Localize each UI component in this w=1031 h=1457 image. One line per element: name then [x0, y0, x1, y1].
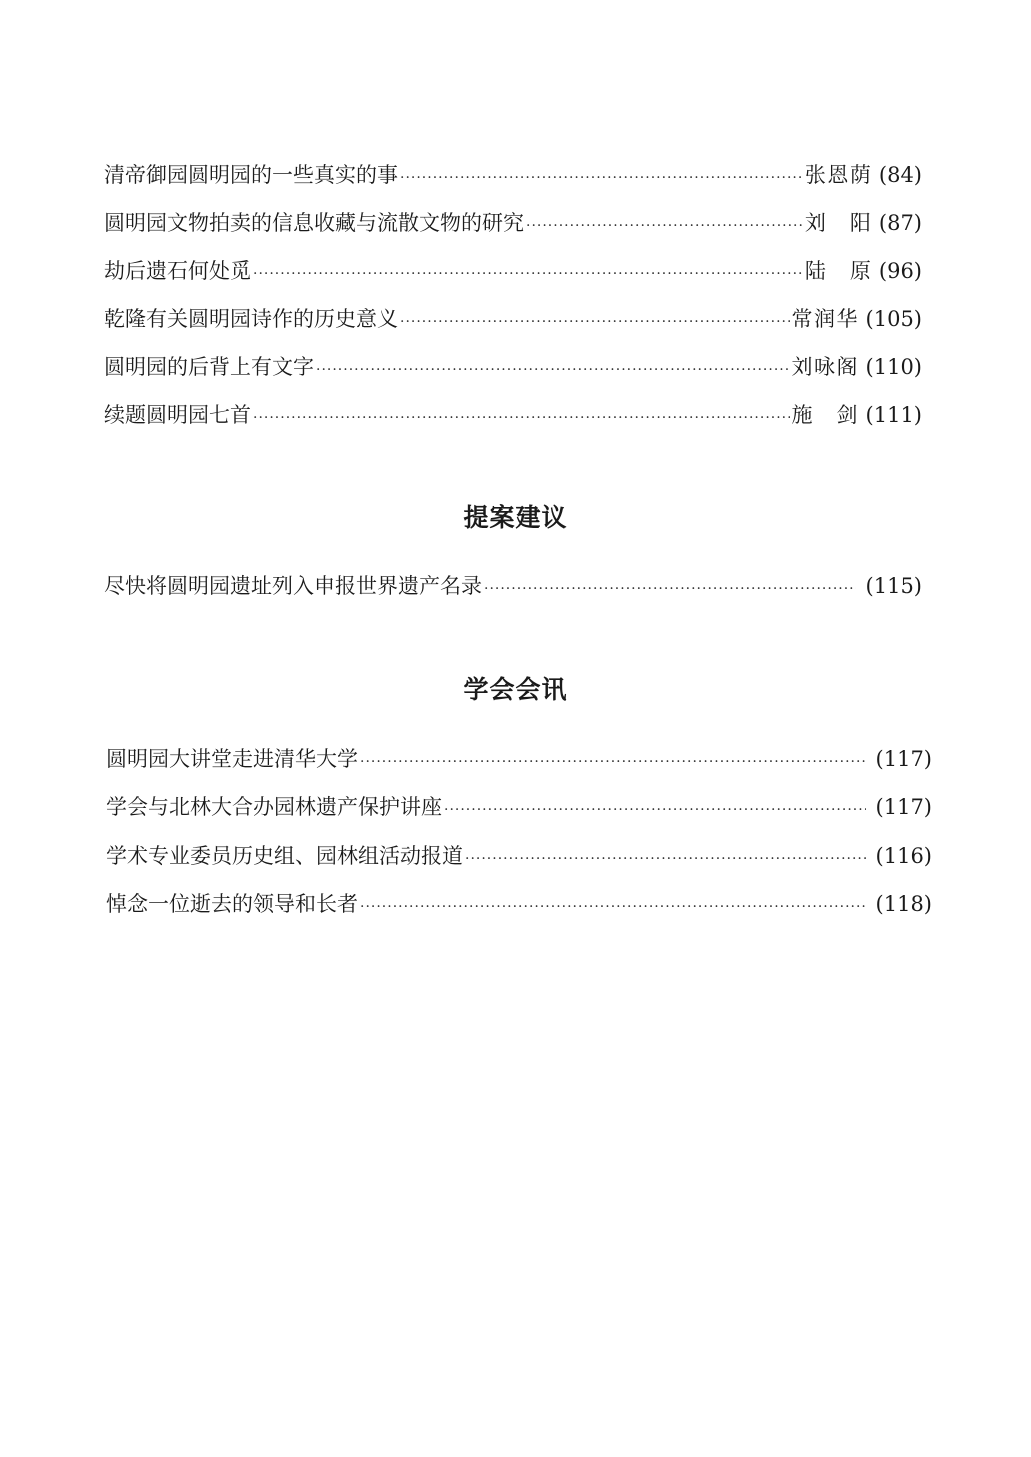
toc-entry-title: 乾隆有关圆明园诗作的历史意义	[104, 307, 398, 331]
toc-entry-title: 学术专业委员历史组、园林组活动报道	[106, 844, 463, 868]
toc-leader	[484, 575, 856, 603]
toc-entry-title: 续题圆明园七首	[104, 403, 251, 427]
toc-entry-page: (111)	[865, 403, 922, 427]
toc-entry[interactable]	[104, 161, 922, 192]
toc-leader	[526, 212, 803, 240]
toc-entry-author: 施 剑	[791, 403, 858, 427]
toc-entry-title: 学会与北林大合办园林遗产保护讲座	[106, 795, 442, 819]
toc-entry[interactable]	[104, 572, 922, 603]
toc-entry[interactable]	[106, 890, 932, 921]
toc-entry[interactable]	[104, 257, 922, 288]
toc-entry-title: 圆明园大讲堂走进清华大学	[106, 747, 358, 771]
toc-leader	[360, 893, 866, 921]
toc-leader	[465, 845, 866, 873]
toc-entry-title: 劫后遗石何处觅	[104, 259, 251, 283]
toc-entry-title: 清帝御园圆明园的一些真实的事	[104, 163, 398, 187]
toc-entry-author: 张恩荫	[804, 163, 871, 187]
toc-entry[interactable]	[106, 745, 932, 776]
toc-leader	[400, 164, 803, 192]
toc-entry-author: 陆 原	[804, 259, 871, 283]
toc-leader	[444, 796, 866, 824]
toc-entry-author: 刘咏阁	[791, 355, 858, 379]
toc-entry-page: (117)	[875, 747, 932, 771]
section-heading-proposals: 提案建议	[463, 503, 568, 532]
toc-leader	[253, 404, 790, 432]
toc-leader	[360, 748, 866, 776]
toc-entry-page: (118)	[875, 892, 932, 916]
toc-entry-page: (115)	[865, 574, 922, 598]
toc-entry-title: 悼念一位逝去的领导和长者	[106, 892, 358, 916]
toc-entry-page: (105)	[865, 307, 922, 331]
toc-entry-page: (87)	[878, 211, 922, 235]
toc-entry-page: (116)	[875, 844, 932, 868]
toc-entry-page: (117)	[875, 795, 932, 819]
toc-entry-author: 常润华	[791, 307, 858, 331]
toc-entry-title: 圆明园的后背上有文字	[104, 355, 314, 379]
toc-leader	[253, 260, 803, 288]
toc-entry[interactable]	[106, 842, 932, 873]
toc-entry[interactable]	[104, 305, 922, 336]
toc-entry[interactable]	[106, 793, 932, 824]
section-heading-society-news: 学会会讯	[463, 675, 568, 704]
toc-leader	[316, 356, 790, 384]
toc-entry[interactable]	[104, 209, 922, 240]
toc-leader	[400, 308, 790, 336]
toc-entry-page: (84)	[878, 163, 922, 187]
toc-entry-page: (110)	[865, 355, 922, 379]
toc-entry-author: 刘 阳	[804, 211, 871, 235]
toc-entry-page: (96)	[878, 259, 922, 283]
toc-entry[interactable]	[104, 401, 922, 432]
toc-entry[interactable]	[104, 353, 922, 384]
toc-entry-title: 尽快将圆明园遗址列入申报世界遗产名录	[104, 574, 482, 598]
toc-entry-title: 圆明园文物拍卖的信息收藏与流散文物的研究	[104, 211, 524, 235]
